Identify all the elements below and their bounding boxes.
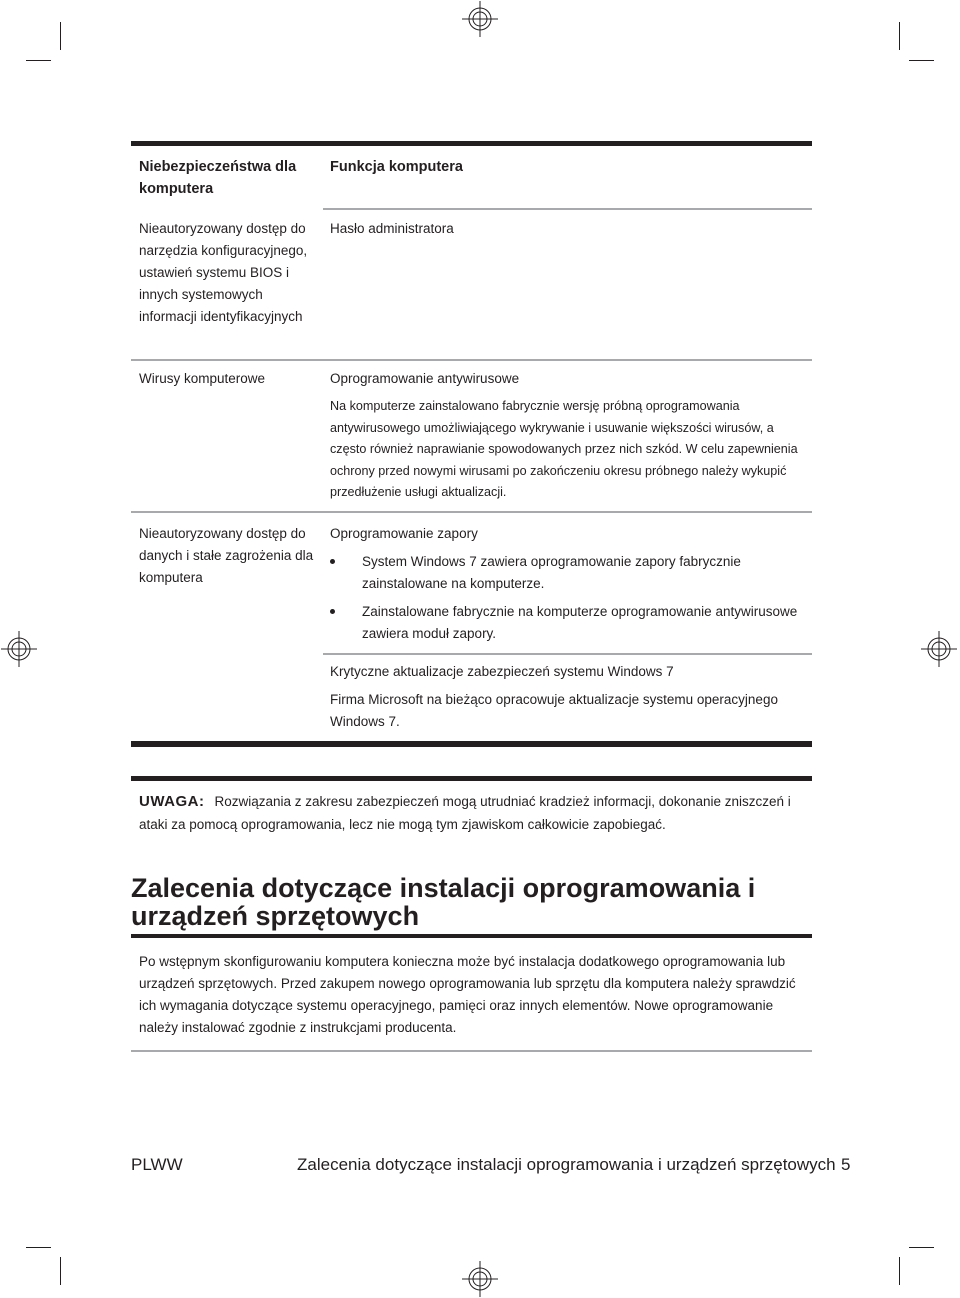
- feature-title: Krytyczne aktualizacje zabezpieczeń systemu Windows 7: [330, 664, 674, 679]
- bullet-icon: [330, 559, 335, 564]
- feature-title: Oprogramowanie zapory: [330, 526, 478, 541]
- section-rule: [131, 934, 812, 938]
- crop-mark: [26, 60, 51, 61]
- page-number: 5: [841, 1155, 851, 1174]
- crop-mark: [909, 1247, 934, 1248]
- table-header-divider: [323, 208, 812, 210]
- table-row-divider: [131, 359, 812, 361]
- crop-mark: [60, 22, 61, 50]
- note-rule: [131, 776, 812, 781]
- bullet-text: System Windows 7 zawiera oprogramowanie zapory fabrycznie zainstalowane na komputerze.: [362, 554, 741, 591]
- crop-mark: [26, 1247, 51, 1248]
- section-heading: Zalecenia dotyczące instalacji oprogramowania i urządzeń sprzętowych: [131, 873, 756, 931]
- table-cell-risk: Nieautoryzowany dostęp do narzędzia konfiguracyjnego, ustawień systemu BIOS i innych systemowych informacji identyfikacyjnych: [139, 221, 308, 324]
- section-paragraph: Po wstępnym skonfigurowaniu komputera konieczna może być instalacja dodatkowego oprogramowania lub urządzeń sprzętowych. Przed zakupem nowego oprogramowania lub sprzętu dla komputera należy sprawdzić ich wymagania dotyczące systemu operacyjnego, pamięci oraz innych elementów. Nowe oprogramowanie należy instalować zgodnie z instrukcjami producenta.: [139, 954, 796, 1035]
- table-cell-feature: [330, 368, 800, 504]
- bullet-text: Zainstalowane fabrycznie na komputerze oprogramowanie antywirusowe zawiera moduł zapory.: [362, 604, 798, 641]
- note-label: UWAGA:: [139, 793, 205, 810]
- registration-mark-bottom-icon: [462, 1261, 498, 1297]
- table-cell-feature: Hasło administratora: [330, 221, 454, 236]
- crop-mark: [60, 1257, 61, 1285]
- footer-section-title: Zalecenia dotyczące instalacji oprogramowania i urządzeń sprzętowych: [297, 1155, 836, 1174]
- feature-description: Firma Microsoft na bieżąco opracowuje aktualizacje systemu operacyjnego Windows 7.: [330, 692, 778, 729]
- feature-description: Na komputerze zainstalowano fabrycznie wersję próbną oprogramowania antywirusowego umożliwiającego wykrywanie i usuwanie większości wirusów, a często również naprawianie spowodowanych przez nich szkód. W celu zapewnienia ochrony przed nowymi wirusami po zakończeniu okresu próbnego należy wykupić przedłużenie usługi aktualizacji.: [330, 399, 798, 499]
- table-cell-risk: Nieautoryzowany dostęp do danych i stałe zagrożenia dla komputera: [139, 526, 314, 585]
- table-top-rule: [131, 141, 812, 146]
- note-text: [139, 790, 799, 836]
- crop-mark: [899, 22, 900, 50]
- bullet-item: [330, 551, 800, 595]
- table-cell-feature: [330, 661, 800, 733]
- table-header-risk: Niebezpieczeństwa dla komputera: [139, 159, 297, 197]
- bullet-icon: [330, 609, 335, 614]
- note-body: Rozwiązania z zakresu zabezpieczeń mogą utrudniać kradzież informacji, dokonanie zniszczeń i ataki za pomocą oprogramowania, lecz nie mogą tym zjawiskom całkowicie zapobiegać.: [139, 794, 791, 832]
- crop-mark: [899, 1257, 900, 1285]
- table-header-feature: Funkcja komputera: [330, 159, 463, 175]
- footer-doc-code: PLWW: [131, 1155, 183, 1174]
- registration-mark-top-icon: [462, 1, 498, 37]
- table-row-divider: [131, 511, 812, 513]
- table-sub-divider: [323, 653, 812, 655]
- registration-mark-left-icon: [1, 631, 37, 667]
- paragraph-rule: [131, 1050, 812, 1052]
- table-cell-feature: [330, 523, 800, 645]
- crop-mark: [909, 60, 934, 61]
- feature-title: Oprogramowanie antywirusowe: [330, 371, 520, 386]
- bullet-item: [330, 601, 800, 645]
- table-cell-risk: Wirusy komputerowe: [139, 371, 266, 386]
- registration-mark-right-icon: [921, 631, 957, 667]
- table-bottom-rule: [131, 741, 812, 747]
